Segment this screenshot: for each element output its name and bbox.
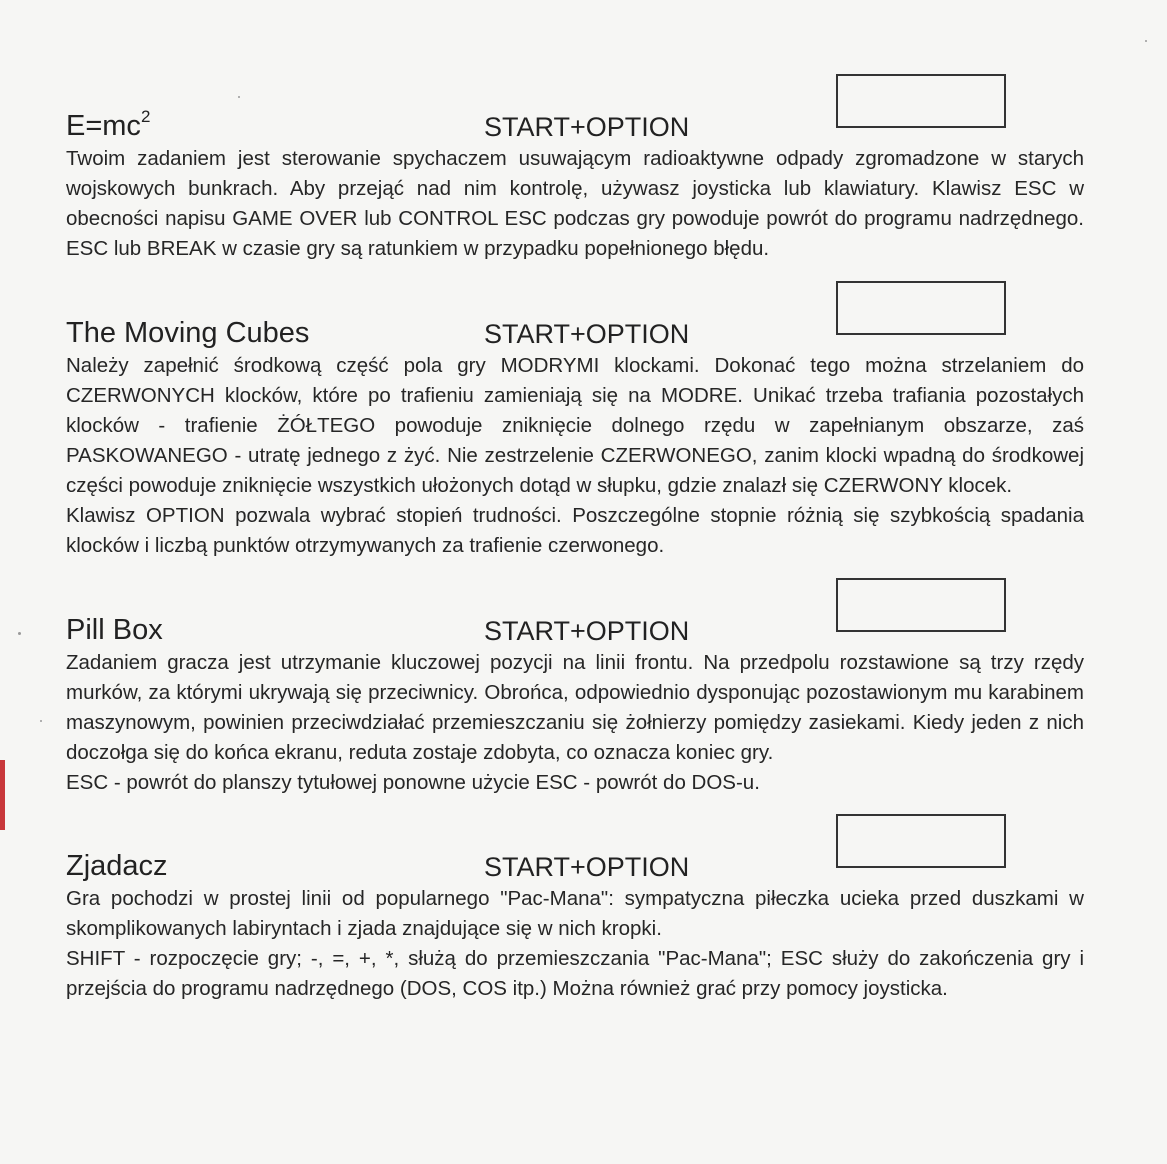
red-edge-mark bbox=[0, 760, 5, 830]
key-combo: START+OPTION bbox=[484, 112, 690, 142]
key-combo: START+OPTION bbox=[484, 616, 690, 646]
section-description bbox=[66, 144, 1084, 264]
description-paragraph: SHIFT - rozpoczęcie gry; -, =, +, *, służą do przemieszczania "Pac-Mana"; ESC służy do zakończenia gry i przejścia do programu nadrzędnego (DOS, COS itp.) Można również grać przy pomocy joysticka. bbox=[66, 947, 1084, 1000]
checkbox-frame bbox=[836, 74, 1006, 128]
section-description bbox=[66, 884, 1084, 1004]
description-paragraph: ESC - powrót do planszy tytułowej ponowne użycie ESC - powrót do DOS-u. bbox=[66, 771, 760, 794]
section-title: The Moving Cubes bbox=[66, 317, 310, 349]
checkbox-frame bbox=[836, 814, 1006, 868]
key-combo: START+OPTION bbox=[484, 319, 690, 349]
section-description bbox=[66, 648, 1084, 798]
section-title: Pill Box bbox=[66, 614, 163, 646]
scan-speck bbox=[238, 96, 240, 98]
scan-speck bbox=[40, 720, 42, 722]
description-paragraph: Gra pochodzi w prostej linii od popularnego "Pac-Mana": sympatyczna piłeczka ucieka przed duszkami w skomplikowanych labiryntach i zjada znajdujące się w nich kropki. bbox=[66, 887, 1084, 940]
description-paragraph: Należy zapełnić środkową część pola gry MODRYMI klockami. Dokonać tego można strzelaniem do CZERWONYCH klocków, które po trafieniu zamieniają się na MODRE. Unikać trzeba trafiania pozostałych klocków - trafienie ŻÓŁTEGO powoduje zniknięcie dolnego rzędu w zapełnianym obszarze, zaś PASKOWANEGO - utratę jednego z żyć. Nie zestrzelenie CZERWONEGO, zanim klocki wpadną do środkowej części powoduje zniknięcie wszystkich ułożonych dotąd w słupku, gdzie znalazł się CZERWONY klocek. bbox=[66, 354, 1084, 497]
description-paragraph: Klawisz OPTION pozwala wybrać stopień trudności. Poszczególne stopnie różnią się szybkością spadania klocków i liczbą punktów otrzymywanych za trafienie czerwonego. bbox=[66, 504, 1084, 557]
description-paragraph: Zadaniem gracza jest utrzymanie kluczowej pozycji na linii frontu. Na przedpolu rozstawione są trzy rzędy murków, za którymi ukrywają się przeciwnicy. Obrońca, odpowiednio dysponując pozostawionym mu karabinem maszynowym, powinien przeciwdziałać przemieszczaniu się żołnierzy pomiędzy zasiekami. Kiedy jeden z nich doczołga się do końca ekranu, reduta zostaje zdobyta, co oznacza koniec gry. bbox=[66, 651, 1084, 764]
title-base: E=mc bbox=[66, 110, 141, 142]
section-description bbox=[66, 351, 1084, 561]
section-title bbox=[66, 107, 151, 142]
description-paragraph: Twoim zadaniem jest sterowanie spychaczem usuwającym radioaktywne odpady zgromadzone w starych wojskowych bunkrach. Aby przejąć nad nim kontrolę, używasz joysticka lub klawiatury. Klawisz ESC w obecności napisu GAME OVER lub CONTROL ESC podczas gry powoduje powrót do programu nadrzędnego. ESC lub BREAK w czasie gry są ratunkiem w przypadku popełnionego błędu. bbox=[66, 147, 1084, 260]
scan-speck bbox=[18, 632, 21, 635]
key-combo: START+OPTION bbox=[484, 852, 690, 882]
title-superscript: 2 bbox=[140, 107, 151, 126]
section-title: Zjadacz bbox=[66, 850, 168, 882]
checkbox-frame bbox=[836, 281, 1006, 335]
scan-speck bbox=[1145, 40, 1147, 42]
checkbox-frame bbox=[836, 578, 1006, 632]
